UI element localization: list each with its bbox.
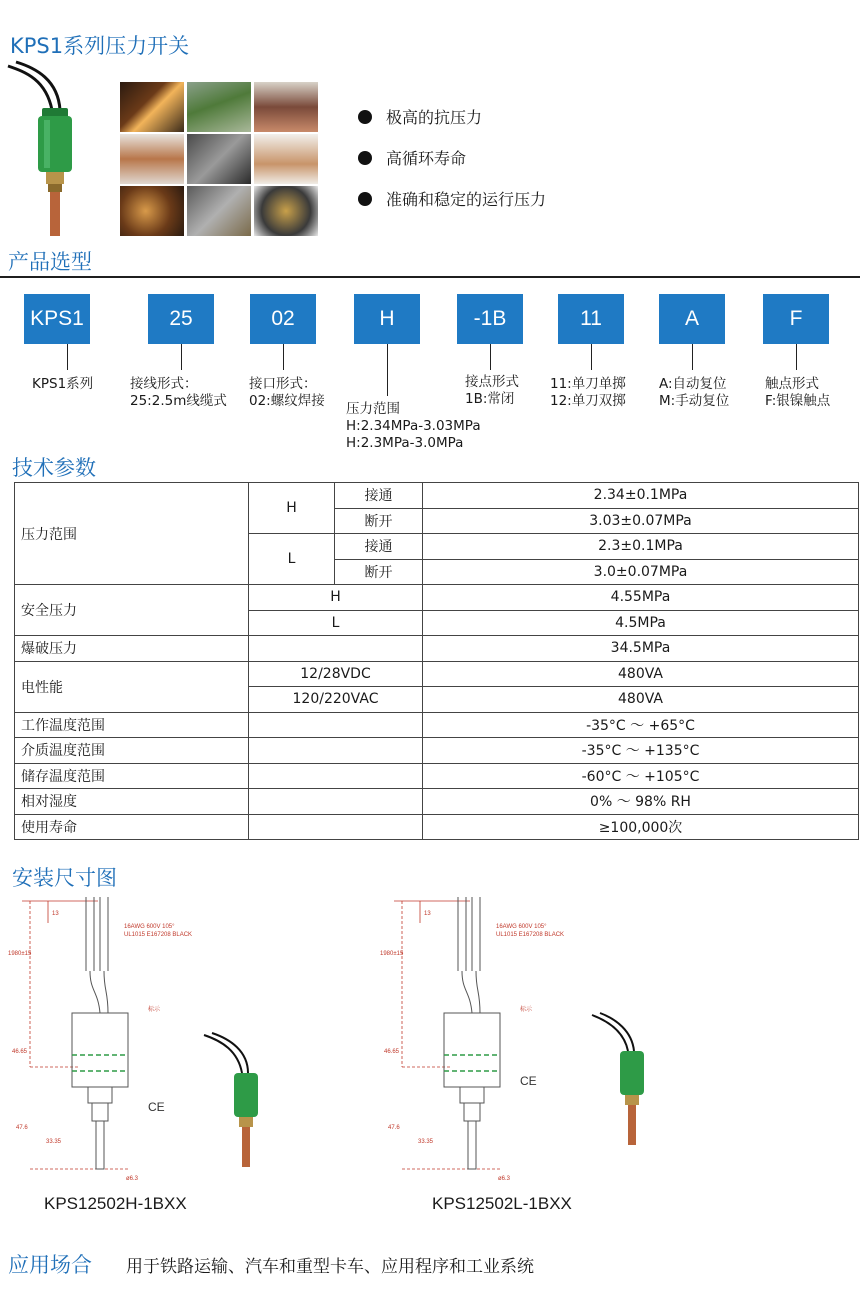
section-title-application: 应用场合 xyxy=(8,1253,92,1277)
dim-stem: 47.6 xyxy=(388,1125,400,1131)
divider xyxy=(0,276,860,278)
dim-top: 13 xyxy=(52,911,59,917)
empty-cell xyxy=(249,738,423,764)
param-value: -35°C ～ +135°C xyxy=(423,738,859,764)
state-off: 断开 xyxy=(335,508,423,534)
param-value: 2.34±0.1MPa xyxy=(423,483,859,509)
feature-item: 高循环寿命 xyxy=(358,137,546,178)
bullet-icon xyxy=(358,110,372,124)
model-caption-l: KPS12502L-1BXX xyxy=(432,1194,572,1213)
photo-tile xyxy=(187,186,251,236)
param-name: 工作温度范围 xyxy=(15,712,249,738)
photo-tile xyxy=(120,82,184,132)
table-row xyxy=(15,789,859,815)
table-row xyxy=(15,661,859,687)
code-label-reset: A:自动复位 M:手动复位 xyxy=(659,376,730,409)
code-label-poles: 11:单刀单掷 12:单刀双掷 xyxy=(550,376,626,409)
state-on: 接通 xyxy=(335,534,423,560)
section-title-specs: 技术参数 xyxy=(12,456,96,480)
range-l: L xyxy=(249,534,335,585)
code-label-series: KPS1系列 xyxy=(32,376,94,392)
feature-list xyxy=(358,96,546,219)
param-name: 压力范围 xyxy=(15,483,249,585)
table-row xyxy=(15,814,859,840)
table-row xyxy=(15,738,859,764)
feature-item: 极高的抗压力 xyxy=(358,96,546,137)
param-name: 安全压力 xyxy=(15,585,249,636)
table-row xyxy=(15,483,859,509)
param-value: 34.5MPa xyxy=(423,636,859,662)
photo-tile xyxy=(254,134,318,184)
dim-diameter: ø6.3 xyxy=(126,1176,139,1182)
param-name: 储存温度范围 xyxy=(15,763,249,789)
code-contact: -1B xyxy=(457,294,523,344)
state-on: 接通 xyxy=(335,483,423,509)
param-value: 4.55MPa xyxy=(423,585,859,611)
range-h: H xyxy=(249,483,335,534)
param-value: ≥100,000次 xyxy=(423,814,859,840)
bullet-icon xyxy=(358,151,372,165)
photo-tile xyxy=(120,134,184,184)
photo-tile xyxy=(187,134,251,184)
dim-body: 46.65 xyxy=(12,1049,28,1055)
application-text: 用于铁路运输、汽车和重型卡车、应用程序和工业系统 xyxy=(126,1257,534,1277)
dimension-drawing-h xyxy=(8,895,278,1185)
code-port: 02 xyxy=(250,294,316,344)
spec-table xyxy=(14,482,859,840)
photo-tile xyxy=(254,186,318,236)
leader-line xyxy=(67,344,68,370)
voltage-ac: 120/220VAC xyxy=(249,687,423,713)
code-pressure: H xyxy=(354,294,420,344)
code-label-material: 触点形式 F:银镍触点 xyxy=(765,376,831,409)
leader-line xyxy=(283,344,284,370)
state-off: 断开 xyxy=(335,559,423,585)
param-value: -60°C ～ +105°C xyxy=(423,763,859,789)
cable-note-line2: UL1015 E167208 BLACK xyxy=(496,932,565,938)
param-name: 爆破压力 xyxy=(15,636,249,662)
photo-tile xyxy=(254,82,318,132)
code-label-wiring: 接线形式： 25:2.5m线缆式 xyxy=(130,376,227,409)
param-value: 4.5MPa xyxy=(423,610,859,636)
page-title: KPS1系列压力开关 xyxy=(10,34,190,58)
param-name: 使用寿命 xyxy=(15,814,249,840)
param-value: 480VA xyxy=(423,687,859,713)
leader-line xyxy=(591,344,592,370)
code-label-contact: 接点形式 1B:常闭 xyxy=(465,374,519,407)
leader-line xyxy=(796,344,797,370)
cable-note-line2: UL1015 E167208 BLACK xyxy=(124,932,193,938)
empty-cell xyxy=(249,789,423,815)
leader-line xyxy=(692,344,693,370)
leader-line xyxy=(387,344,388,396)
code-series: KPS1 xyxy=(24,294,90,344)
code-reset: A xyxy=(659,294,725,344)
dim-top: 13 xyxy=(424,911,431,917)
param-value: 2.3±0.1MPa xyxy=(423,534,859,560)
table-row xyxy=(15,712,859,738)
param-value: 3.0±0.07MPa xyxy=(423,559,859,585)
dim-stem: 47.6 xyxy=(16,1125,28,1131)
leader-line xyxy=(181,344,182,370)
param-name: 电性能 xyxy=(15,661,249,712)
feature-item: 准确和稳定的运行压力 xyxy=(358,178,546,219)
param-value: 480VA xyxy=(423,661,859,687)
cable-note-line1: 16AWG 600V 105° xyxy=(496,924,547,930)
tag-note: 标示 xyxy=(520,1007,533,1013)
param-value: 3.03±0.07MPa xyxy=(423,508,859,534)
range-h: H xyxy=(249,585,423,611)
voltage-dc: 12/28VDC xyxy=(249,661,423,687)
ce-mark: CE xyxy=(148,1100,165,1114)
dim-stem-inner: 33.35 xyxy=(46,1139,62,1145)
section-title-dimensions: 安装尺寸图 xyxy=(12,866,117,890)
dim-cable-length: 1980±15 xyxy=(380,951,404,957)
param-name: 相对湿度 xyxy=(15,789,249,815)
empty-cell xyxy=(249,636,423,662)
tag-note: 标示 xyxy=(148,1007,161,1013)
model-caption-h: KPS12502H-1BXX xyxy=(44,1194,187,1213)
cable-note-line1: 16AWG 600V 105° xyxy=(124,924,175,930)
param-value: 0% ～ 98% RH xyxy=(423,789,859,815)
bullet-icon xyxy=(358,192,372,206)
code-material: F xyxy=(763,294,829,344)
ce-mark: CE xyxy=(520,1074,537,1088)
sensor-thumbnail xyxy=(204,1033,258,1167)
code-label-port: 接口形式： 02:螺纹焊接 xyxy=(249,376,325,409)
code-wiring: 25 xyxy=(148,294,214,344)
empty-cell xyxy=(249,763,423,789)
table-row xyxy=(15,585,859,611)
dim-diameter: ø6.3 xyxy=(498,1176,511,1182)
empty-cell xyxy=(249,712,423,738)
range-l: L xyxy=(249,610,423,636)
photo-tile xyxy=(187,82,251,132)
section-title-selection: 产品选型 xyxy=(8,250,92,274)
dim-body: 46.65 xyxy=(384,1049,400,1055)
code-label-pressure: 压力范围 H:2.34MPa-3.03MPa H:2.3MPa-3.0MPa xyxy=(346,401,481,451)
dim-stem-inner: 33.35 xyxy=(418,1139,434,1145)
table-row xyxy=(15,763,859,789)
production-photo-mosaic xyxy=(120,82,318,236)
photo-tile xyxy=(120,186,184,236)
dimension-drawing-l xyxy=(380,895,650,1185)
leader-line xyxy=(490,344,491,370)
code-poles: 11 xyxy=(558,294,624,344)
dim-cable-length: 1980±15 xyxy=(8,951,32,957)
sensor-thumbnail xyxy=(592,1013,644,1145)
param-value: -35°C ～ +65°C xyxy=(423,712,859,738)
param-name: 介质温度范围 xyxy=(15,738,249,764)
empty-cell xyxy=(249,814,423,840)
table-row xyxy=(15,636,859,662)
sensor-photo xyxy=(6,58,86,238)
